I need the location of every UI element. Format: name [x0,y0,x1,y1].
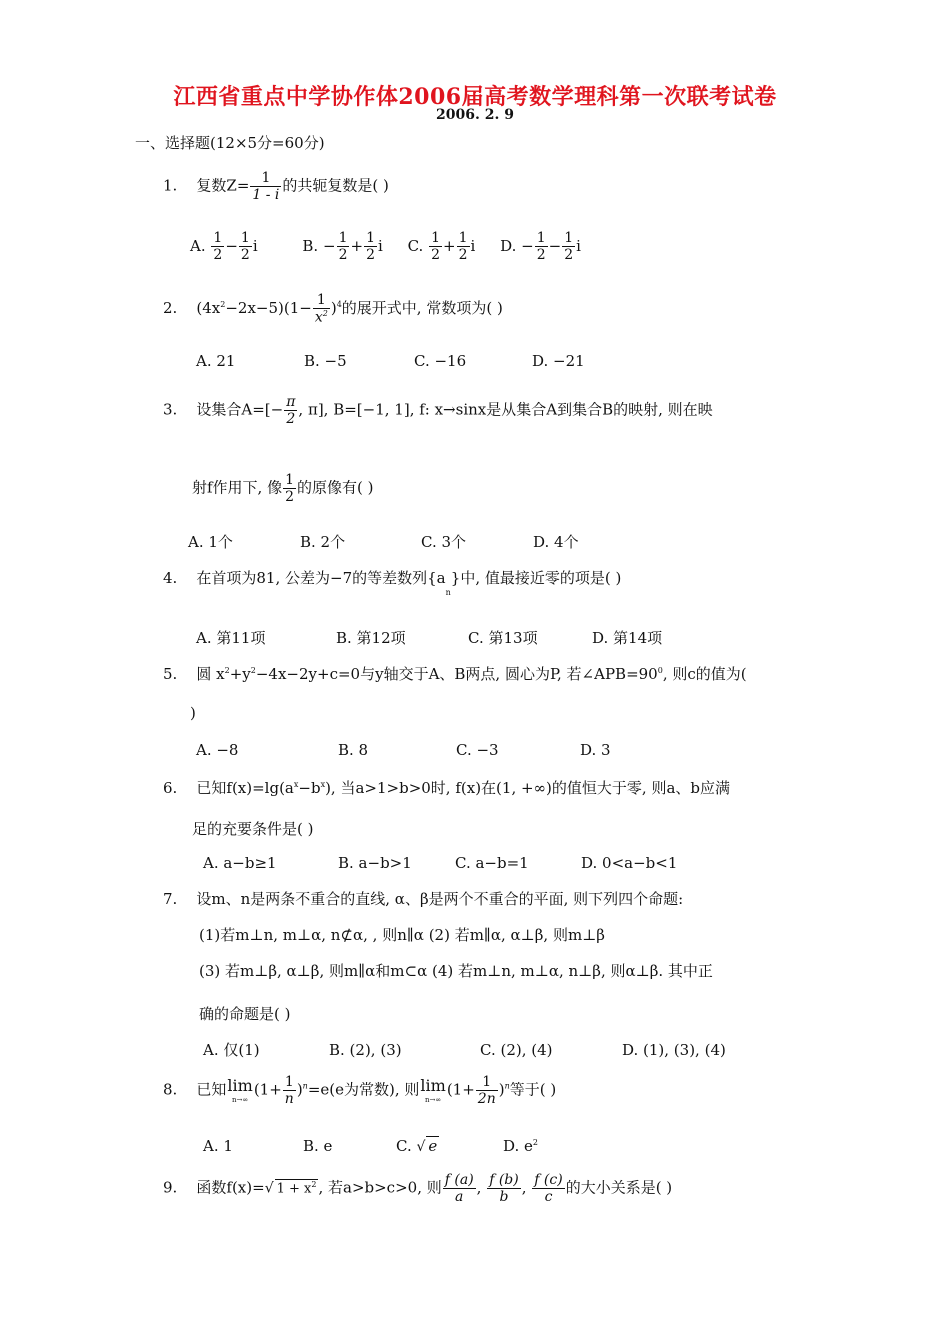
fraction: $\frac{f (a)}{a}$ [444,1172,474,1206]
option-d: D. 4个 [533,533,579,551]
question-4: 4. 在首项为81, 公差为−7的等差数列$\{a_n\}$中, 值最接近零的项是( ) [163,569,622,597]
question-2: 2. $(4x^2-2x-5)(1-$ $\frac{1}{x^2}$ )$^4$的展开式中, 常数项为( ) [163,292,503,326]
question-6: 6. 已知$f(x)=\lg(a^x-b^x)$, 当a>1>b>0时, f(x)在(1, +∞)的值恒大于零, 则a、b应满 [163,779,730,797]
option-a: A. 1个 [188,533,233,551]
option-b: B. e [303,1137,333,1155]
option-d: D. $e^2$ [503,1137,538,1155]
q4-options [196,627,662,648]
option-c: C. (2), (4) [480,1041,553,1059]
question-7-line2: (1)若m⊥n, m⊥α, n⊄α, , 则n∥α (2) 若m∥α, α⊥β, 则m⊥β [199,926,605,944]
question-7: 7. 设m、n是两条不重合的直线, α、β是两个不重合的平面, 则下列四个命题: [163,890,684,908]
question-number: 1. [163,176,178,195]
option-d: D. (1), (3), (4) [622,1041,726,1059]
option-a: A. $\frac{1}{2}$ − $\frac{1}{2}$ i [190,230,258,264]
fraction: $\frac{\pi}{2}$ [286,394,296,428]
question-3: 3. 设集合A=[− $\frac{\pi}{2}$ , π], B=[−1, 1], f: x→sinx是从集合A到集合B的映射, 则在映 [163,394,713,428]
fraction: $\frac{f (c)}{c}$ [534,1172,563,1206]
exam-date: 2006. 2. 9 [436,107,514,123]
page-title: 江西省重点中学协作体2006届高考数学理科第一次联考试卷 [173,84,777,110]
option-b: B. 8 [338,741,369,759]
option-c: C. $\frac{1}{2}$ + $\frac{1}{2}$ i [407,230,476,264]
q3-options [188,531,579,552]
option-a: A. 1 [203,1137,233,1155]
option-c: C. 第13项 [468,629,538,647]
option-c: C. a−b=1 [455,854,529,872]
question-7-line3: (3) 若m⊥β, α⊥β, 则m∥α和m⊂α (4) 若m⊥n, m⊥α, n⊥β, 则α⊥β. 其中正 [199,962,713,980]
q6-options [203,854,677,872]
option-b: B. − $\frac{1}{2}$ + $\frac{1}{2}$ i [302,230,383,264]
fraction: $\frac{1}{x^2}$ [314,292,328,326]
option-a: A. a−b≥1 [203,854,277,872]
question-number: 4. [163,569,178,587]
question-text: 的共轭复数是( ) [282,176,389,195]
option-d: D. 0<a−b<1 [581,854,678,872]
question-text: 复数Z= [196,176,250,195]
question-number: 3. [163,400,178,419]
option-a: A. 21 [196,352,236,370]
question-3-line2: 射f作用下, 像 $\frac{1}{2}$ 的原像有( ) [192,472,374,506]
question-1 [163,170,389,203]
q5-options [196,741,611,759]
q7-options [203,1039,726,1060]
fraction: $\frac{f (b)}{b}$ [489,1172,519,1206]
option-a: A. 仅(1) [203,1041,260,1059]
fraction: $\frac{1}{n}$ [284,1074,294,1108]
fraction: $\frac{1}{2}$ [285,472,295,506]
option-d: D. −21 [532,352,585,370]
limit: lim n→∞ [227,1075,253,1104]
question-5-line2: ) [190,704,196,722]
question-6-line2: 足的充要条件是( ) [192,820,314,838]
fraction: $\frac{1}{1 - i}$ [252,170,280,204]
question-number: 8. [163,1080,178,1099]
question-number: 9. [163,1178,178,1197]
option-d: D. 3 [580,741,611,759]
q1-options [190,230,581,263]
question-8: 8. 已知 lim n→∞ (1+ $\frac{1}{n}$ )$^n$=e(e为常数), 则 lim n→∞ (1+ $\frac{1}{2n}$ )$^n$等于( ) [163,1074,557,1108]
option-d: D. 第14项 [592,629,663,647]
question-7-line4: 确的命题是( ) [199,1005,291,1023]
option-b: B. −5 [304,352,347,370]
section-heading: 一、选择题(12×5分=60分) [135,134,325,152]
limit: lim n→∞ [420,1075,446,1104]
option-b: B. 2个 [300,533,346,551]
question-number: 2. [163,298,178,317]
q8-options [203,1136,538,1155]
q2-options [196,352,585,370]
option-b: B. a−b>1 [338,854,412,872]
option-c: C. √ e [396,1137,438,1155]
option-c: C. 3个 [421,533,467,551]
option-c: C. −16 [414,352,467,370]
option-a: A. −8 [196,741,239,759]
fraction: $\frac{1}{2n}$ [477,1074,496,1108]
question-number: 5. [163,665,178,683]
option-d: D. − $\frac{1}{2}$ − $\frac{1}{2}$ i [500,230,581,264]
option-b: B. (2), (3) [329,1041,402,1059]
question-number: 6. [163,779,178,797]
option-a: A. 第11项 [196,629,266,647]
question-5: 5. 圆 $x^2+y^2-4x-2y+c=0$与y轴交于A、B两点, 圆心为P, 若$\angle APB=90^0$, 则c的值为( [163,665,747,683]
question-9: 9. 函数f(x)=√ $1 + x^2$ , 若a>b>c>0, 则 $\frac{f (a)}{a}$ , $\frac{f (b)}{b}$ , $\frac{f (c)}{c}$ 的大小关系是( ) [163,1172,673,1206]
question-number: 7. [163,890,178,908]
option-b: B. 第12项 [336,629,406,647]
option-c: C. −3 [456,741,499,759]
